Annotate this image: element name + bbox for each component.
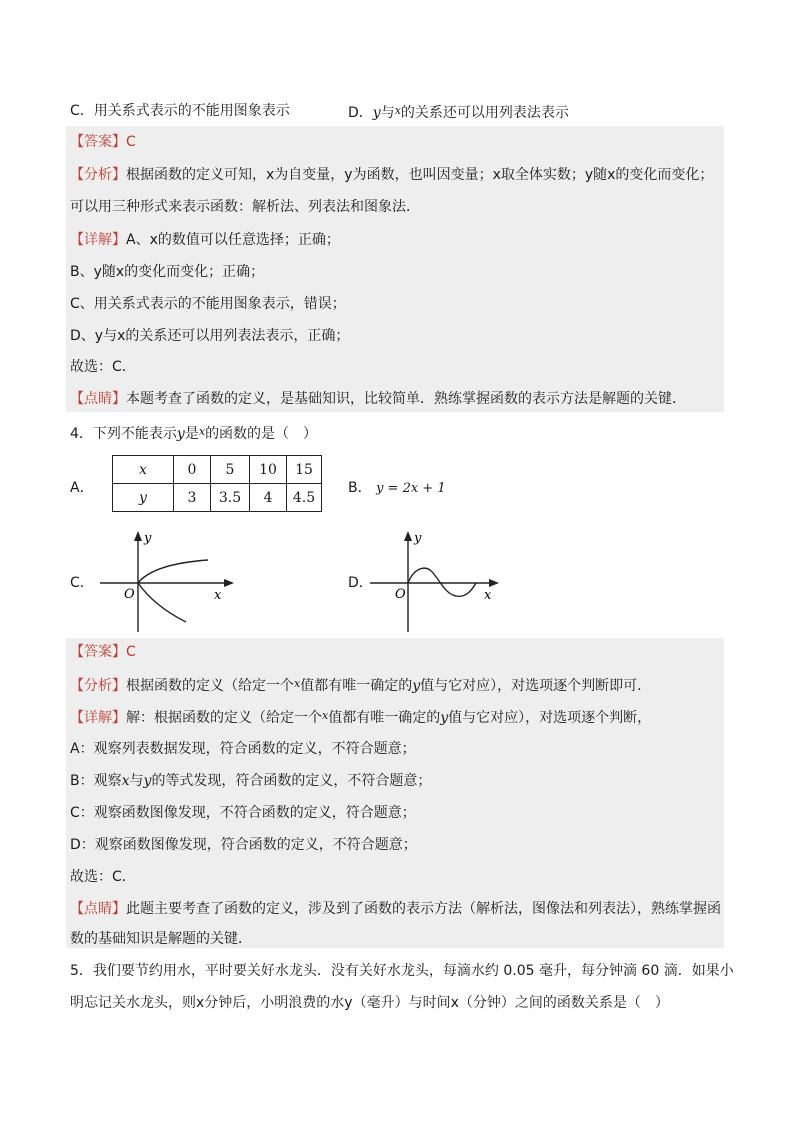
q3-detail-b: B、y随x的变化而变化；正确； (70, 264, 265, 280)
q3-option-d-var-y: y (372, 105, 381, 121)
y-axis-arrow (404, 531, 412, 541)
q4-comment-line-1 (70, 899, 721, 919)
x-axis-arrow (224, 579, 234, 587)
table-cell: 4.5 (287, 484, 322, 512)
q4-option-a-label: A． (70, 480, 94, 496)
table-cell: 3.5 (211, 484, 250, 512)
q3-choice: 故选：C． (70, 359, 136, 375)
q4-graph-c (100, 528, 240, 634)
analysis-tag: 【分析】 (70, 167, 126, 183)
table-header-x: x (113, 456, 174, 484)
q3-comment (70, 389, 686, 409)
wave-curve (408, 568, 476, 596)
q4-option-d-label: D． (348, 575, 373, 591)
origin-label: O (395, 587, 406, 602)
answer-tag: 【答案】 (70, 134, 126, 150)
table-header-y: y (113, 484, 174, 512)
comment-tag: 【点睛】 (70, 391, 126, 407)
q4-comment-line-2: 数的基础知识是解题的关键． (70, 931, 252, 947)
detail-b-var-y: y (143, 773, 152, 789)
q4-option-b (348, 478, 446, 499)
y-axis-arrow (134, 531, 142, 541)
detail-text-post: 值与它对应），对选项逐个判断， (448, 710, 652, 726)
analysis-text-pre: 根据函数的定义（给定一个 (126, 678, 294, 694)
q4-detail-d: D：观察函数图像发现，符合函数的定义，不符合题意； (70, 837, 417, 853)
q4-detail-c: C：观察函数图像发现，不符合函数的定义，符合题意； (70, 805, 416, 821)
q4-option-b-label: B． (348, 480, 372, 496)
analysis-tag: 【分析】 (70, 678, 126, 694)
q4-graph-d (370, 528, 505, 634)
detail-b-var-x: x (121, 773, 130, 789)
q5-stem-line-2: 明忘记关水龙头，则x分钟后，小明浪费的水y（毫升）与时间x（分钟）之间的函数关系是（ ） (70, 995, 669, 1011)
detail-b-pre: B：观察 (70, 773, 122, 789)
q3-option-d (348, 101, 569, 123)
q4-value-table (112, 455, 322, 512)
table-row-x (113, 456, 322, 484)
q4-stem-var-x: x (198, 425, 206, 438)
analysis-text: 根据函数的定义可知，x为自变量，y为函数，也叫因变量；x取全体实数；y随x的变化而变化； (126, 167, 714, 183)
detail-var-x: x (322, 709, 329, 722)
comment-text: 本题考查了函数的定义，是基础知识，比较简单．熟练掌握函数的表示方法是解题的关键． (126, 391, 686, 407)
comment-text: 此题主要考查了函数的定义，涉及到了函数的表示方法（解析法，图像法和列表法），熟练掌握函 (126, 901, 721, 917)
y-axis-label: y (414, 531, 422, 546)
q4-detail-a: A：观察列表数据发现，符合函数的定义，不符合题意； (70, 741, 416, 757)
answer-value: C (126, 644, 136, 660)
sideways-parabola-curve (138, 560, 208, 622)
q4-option-c-label: C． (70, 575, 94, 591)
q4-analysis (70, 674, 651, 696)
answer-tag: 【答案】 (70, 644, 126, 660)
table-cell: 0 (174, 456, 211, 484)
y-axis-label: y (144, 531, 152, 546)
q4-stem-suffix: 的函数的是（ ） (205, 426, 318, 442)
x-axis-arrow (489, 579, 499, 587)
q4-choice: 故选：C． (70, 869, 136, 885)
detail-text-pre: 解：根据函数的定义（给定一个 (126, 710, 322, 726)
detail-text: A、x的数值可以任意选择；正确； (126, 232, 340, 248)
detail-tag: 【详解】 (70, 710, 126, 726)
q4-option-b-formula: y = 2x + 1 (376, 481, 446, 496)
q3-analysis-line-1 (70, 165, 713, 185)
q4-detail-b (70, 771, 431, 791)
q4-detail-intro (70, 706, 651, 728)
table-cell: 10 (250, 456, 287, 484)
x-axis-label: x (214, 588, 222, 603)
answer-value: C (126, 134, 136, 150)
table-cell: 15 (287, 456, 322, 484)
comment-tag: 【点睛】 (70, 901, 126, 917)
analysis-var-x: x (294, 677, 301, 690)
q3-option-d-var-x: x (394, 104, 401, 117)
analysis-text-post: 值与它对应），对选项逐个判断即可． (420, 678, 652, 694)
analysis-var-y: y (412, 678, 421, 694)
detail-var-y: y (440, 710, 449, 726)
q4-stem-mid: 是 (184, 426, 199, 442)
q3-option-d-prefix: D． (348, 105, 373, 121)
detail-b-post: 的等式发现，符合函数的定义，不符合题意； (151, 773, 432, 789)
q5-stem-line-1: 5．我们要节约用水，平时要关好水龙头．没有关好水龙头，每滴水约 0.05 毫升，每分钟滴 60 滴．如果小 (70, 963, 734, 979)
detail-text-mid: 值都有唯一确定的 (328, 710, 441, 726)
q3-detail-d: D、y与x的关系还可以用列表法表示，正确； (70, 328, 350, 344)
q3-detail-c: C、用关系式表示的不能用图象表示，错误； (70, 296, 346, 312)
q3-answer-line (70, 132, 136, 152)
q4-stem (70, 422, 317, 444)
q3-option-c: C．用关系式表示的不能用图象表示 (70, 103, 290, 119)
q4-stem-prefix: 4．下列不能表示 (70, 426, 177, 442)
q3-detail-a (70, 230, 340, 250)
analysis-text-mid: 值都有唯一确定的 (300, 678, 413, 694)
q3-option-d-suffix: 的关系还可以用列表法表示 (400, 105, 569, 121)
q3-option-d-mid: 与 (380, 105, 395, 121)
table-row-y (113, 484, 322, 512)
detail-b-mid: 与 (129, 773, 144, 789)
x-axis-label: x (484, 588, 492, 603)
q4-stem-var-y: y (176, 426, 185, 442)
table-cell: 3 (174, 484, 211, 512)
table-cell: 4 (250, 484, 287, 512)
table-cell: 5 (211, 456, 250, 484)
origin-label: O (124, 587, 135, 602)
detail-tag: 【详解】 (70, 232, 126, 248)
q3-analysis-line-2: 可以用三种形式来表示函数：解析法、列表法和图象法． (70, 199, 420, 215)
q4-answer-line (70, 642, 136, 662)
